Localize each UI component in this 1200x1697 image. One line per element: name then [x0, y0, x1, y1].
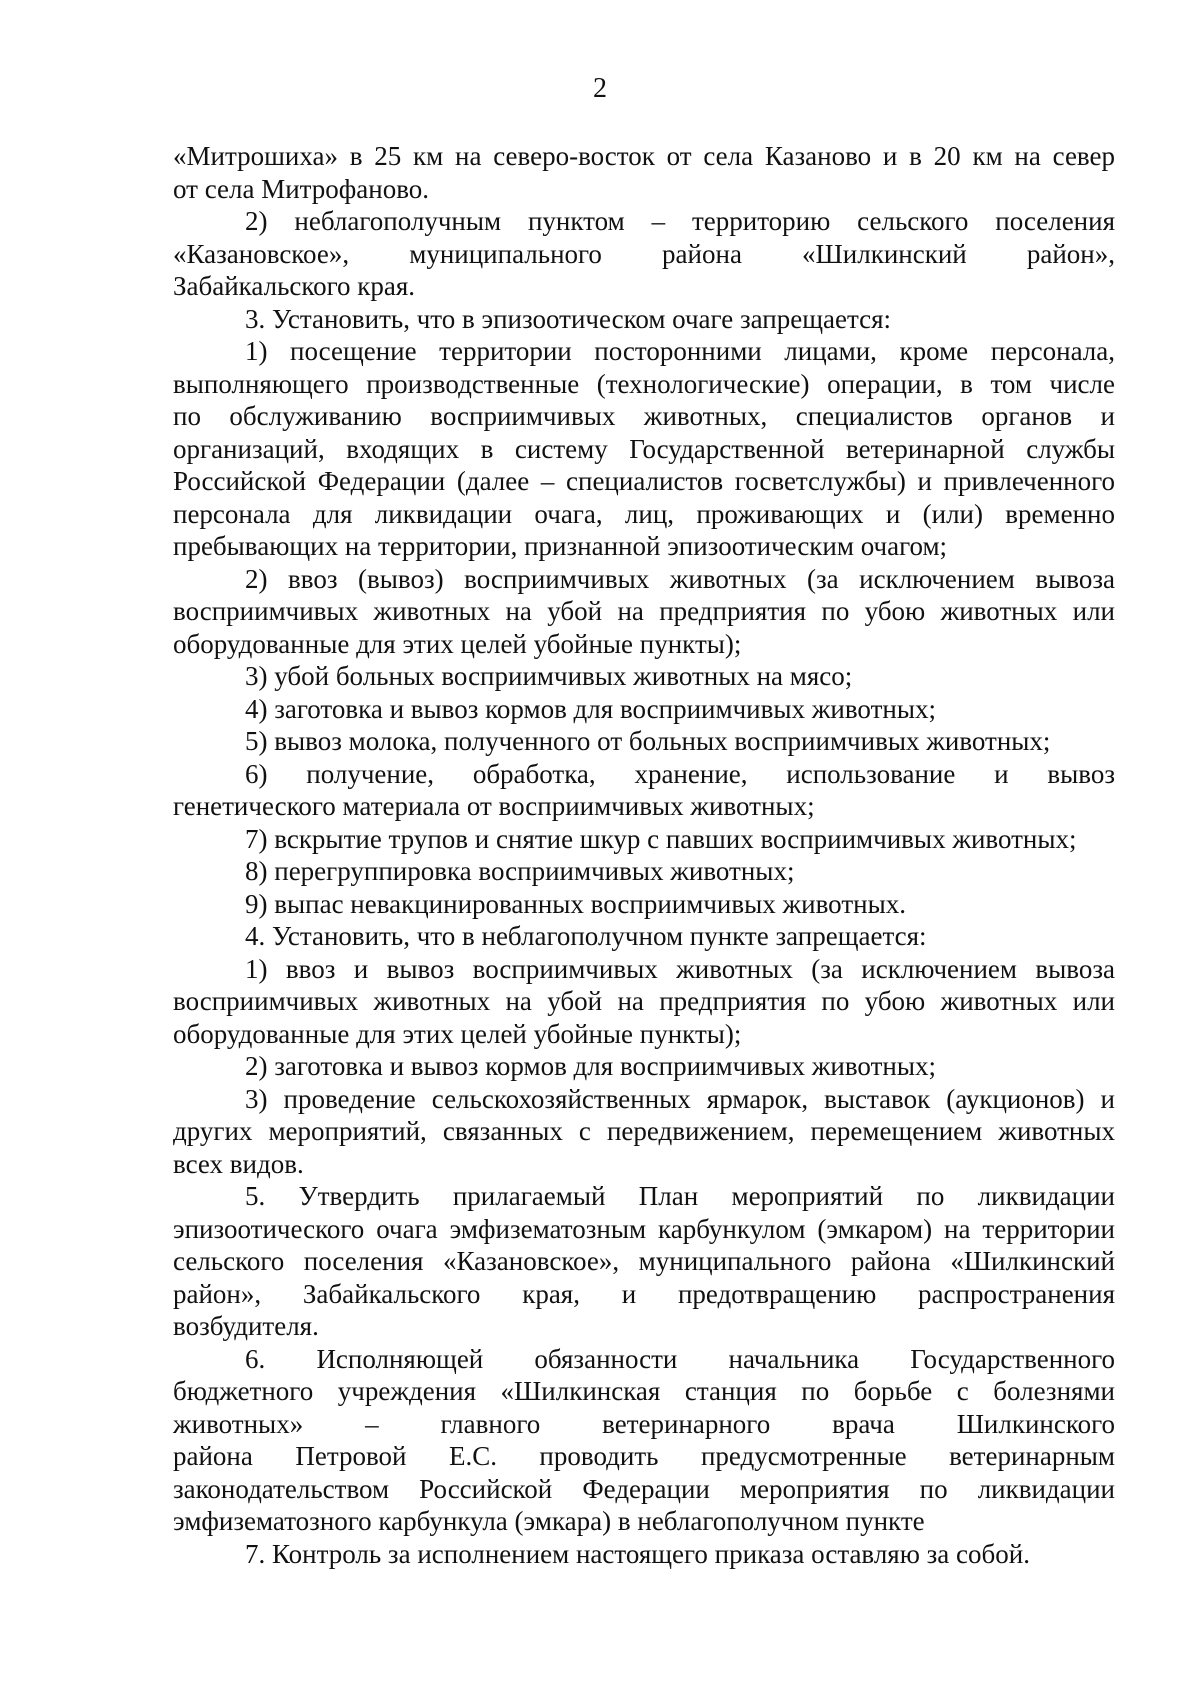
text-line: генетического материала от восприимчивых животных; [173, 791, 815, 821]
text-line: 3) проведение сельскохозяйственных ярмарок, выставок (аукционов) и [245, 1083, 1115, 1114]
text-line: 1) посещение территории посторонними лицами, кроме персонала, [245, 336, 1115, 366]
text-line: «Митрошиха» в 25 км на северо-восток от села Казаново и в 20 км на север [173, 141, 1115, 171]
text-line: персонала для ликвидации очага, лиц, проживающих и (или) временно [173, 498, 1115, 529]
text-line: от села Митрофаново. [173, 173, 430, 204]
text-line: «Казановское», муниципального района «Шилкинский район», [173, 238, 1115, 269]
text-line: восприимчивых животных на убой на предприятия по убою животных или [173, 986, 1115, 1016]
text-line: 6. Исполняющей обязанности начальника Государственного [245, 1343, 1115, 1374]
text-line: пребывающих на территории, признанной эпизоотическим очагом; [173, 531, 948, 561]
text-line: оборудованные для этих целей убойные пункты); [173, 1018, 742, 1049]
text-line: района Петровой Е.С. проводить предусмотренные ветеринарным [173, 1441, 1115, 1471]
text-line: 6) получение, обработка, хранение, использование и вывоз [245, 758, 1115, 789]
text-line: 3. Установить, что в эпизоотическом очаге запрещается: [245, 303, 892, 334]
text-line: организаций, входящих в систему Государственной ветеринарной службы [173, 433, 1115, 464]
text-line: бюджетного учреждения «Шилкинская станция по борьбе с болезнями [173, 1376, 1115, 1406]
text-line: Забайкальского края. [173, 271, 416, 301]
text-line: 2) ввоз (вывоз) восприимчивых животных (за исключением вывоза [245, 563, 1115, 594]
text-line: 2) заготовка и вывоз кормов для восприимчивых животных; [245, 1051, 936, 1081]
text-line: эмфизематозного карбункула (эмкара) в неблагополучном пункте [173, 1506, 925, 1536]
text-line: 7) вскрытие трупов и снятие шкур с павших восприимчивых животных; [245, 823, 1077, 854]
text-line: животных» – главного ветеринарного врача Шилкинского [173, 1408, 1115, 1439]
text-line: выполняющего производственные (технологические) операции, в том числе [173, 368, 1115, 399]
text-line: оборудованные для этих целей убойные пункты); [173, 628, 742, 659]
text-line: 4) заготовка и вывоз кормов для восприимчивых животных; [245, 693, 936, 724]
text-line: 4. Установить, что в неблагополучном пункте запрещается: [245, 921, 927, 951]
text-line: 5) вывоз молока, полученного от больных восприимчивых животных; [245, 726, 1051, 756]
page-number: 2 [593, 73, 607, 104]
text-line: законодательством Российской Федерации мероприятия по ликвидации [173, 1473, 1115, 1504]
text-line: других мероприятий, связанных с передвижением, перемещением животных [173, 1116, 1115, 1146]
text-line: Российской Федерации (далее – специалистов госветслужбы) и привлеченного [173, 466, 1115, 496]
text-line: возбудителя. [173, 1311, 319, 1341]
document-body [173, 140, 1115, 1570]
text-line: всех видов. [173, 1148, 304, 1179]
text-line: 1) ввоз и вывоз восприимчивых животных (за исключением вывоза [245, 953, 1115, 984]
text-line: 8) перегруппировка восприимчивых животных; [245, 856, 795, 886]
text-line: сельского поселения «Казановское», муниципального района «Шилкинский [173, 1246, 1115, 1276]
text-line: 7. Контроль за исполнением настоящего приказа оставляю за собой. [245, 1538, 1030, 1569]
text-line: эпизоотического очага эмфизематозным карбункулом (эмкаром) на территории [173, 1213, 1115, 1244]
text-line: по обслуживанию восприимчивых животных, специалистов органов и [173, 401, 1115, 431]
text-line: 9) выпас невакцинированных восприимчивых животных. [245, 888, 906, 919]
text-line: 3) убой больных восприимчивых животных на мясо; [245, 661, 853, 691]
text-line: восприимчивых животных на убой на предприятия по убою животных или [173, 596, 1115, 626]
text-line: 2) неблагополучным пунктом – территорию сельского поселения [245, 206, 1115, 236]
text-line: 5. Утвердить прилагаемый План мероприятий по ликвидации [245, 1181, 1115, 1211]
text-line: район», Забайкальского края, и предотвращению распространения [173, 1278, 1115, 1309]
